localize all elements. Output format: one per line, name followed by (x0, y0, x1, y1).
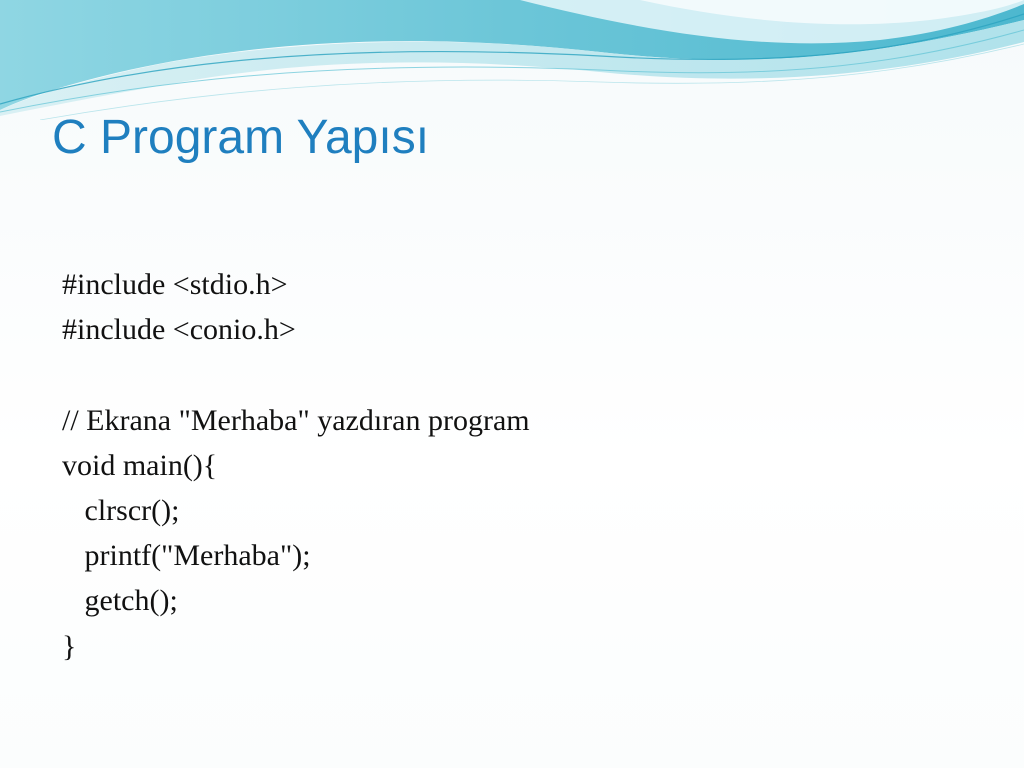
code-line-include-stdio: #include <stdio.h> (62, 268, 288, 301)
code-line-getch: getch(); (62, 584, 178, 618)
slide-title: C Program Yapısı (52, 111, 430, 164)
code-line-clrscr: clrscr(); (62, 493, 180, 527)
code-line-comment: // Ekrana "Merhaba" yazdıran program (62, 403, 530, 437)
code-line-include-conio: #include <conio.h> (62, 313, 296, 347)
code-line-printf: printf("Merhaba"); (62, 539, 311, 573)
code-line-blank (62, 352, 962, 397)
code-line-main-signature: void main(){ (62, 448, 218, 482)
code-listing (62, 262, 962, 669)
wave-header-decoration (0, 0, 1024, 120)
code-line-closing-brace: } (62, 629, 77, 663)
